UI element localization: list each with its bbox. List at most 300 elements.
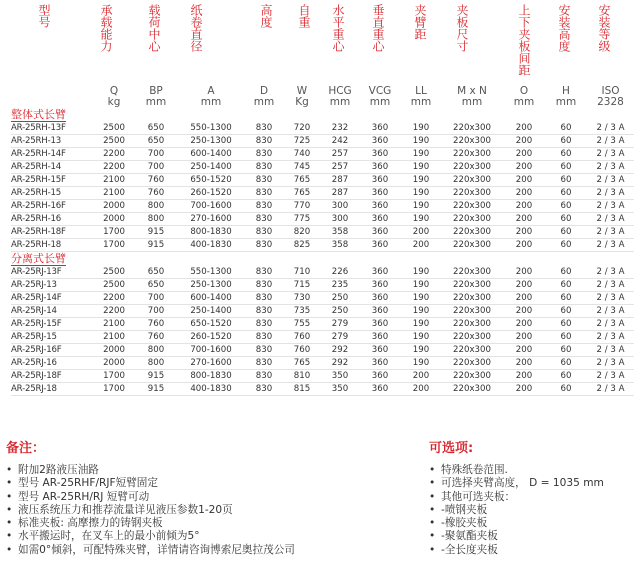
table-cell: 260-1520 (177, 331, 245, 344)
column-symbol: M x N (457, 85, 487, 97)
table-cell: 360 (359, 187, 401, 200)
table-cell: 60 (545, 174, 587, 187)
table-cell: 220x300 (441, 226, 503, 239)
table-cell: 257 (321, 161, 359, 174)
column-label: 高度 (259, 4, 273, 28)
bullet-icon: • (429, 530, 436, 543)
table-cell: 190 (401, 122, 441, 135)
table-cell: 60 (545, 213, 587, 226)
table-cell: 190 (401, 357, 441, 370)
table-cell: 200 (503, 200, 545, 213)
table-cell: 2 / 3 A (587, 318, 634, 331)
column-label: 型号 (37, 4, 51, 28)
list-item-text: 可选择夹臂高度， D = 1035 mm (441, 477, 604, 490)
table-cell: 1700 (93, 383, 135, 396)
table-cell: 360 (359, 200, 401, 213)
table-cell: 242 (321, 135, 359, 148)
table-cell: 2100 (93, 174, 135, 187)
table-cell: 830 (245, 305, 283, 318)
table-cell: 220x300 (441, 331, 503, 344)
list-item (6, 517, 426, 530)
column-label: 载荷中心 (147, 4, 161, 52)
table-cell: 745 (283, 161, 321, 174)
model-cell: AR-25RJ-16F (11, 344, 93, 357)
table-cell: 190 (401, 161, 441, 174)
table-cell: 270-1600 (177, 213, 245, 226)
column-symbol: H (562, 85, 570, 97)
list-item-text: 其他可选夹板： (441, 490, 516, 503)
table-row (11, 383, 634, 396)
column-symbol: D (259, 85, 269, 97)
column-unit: mm (410, 96, 432, 108)
table-cell: 800 (135, 200, 177, 213)
table-cell: 2200 (93, 148, 135, 161)
table-cell: 2100 (93, 331, 135, 344)
table-cell: 220x300 (441, 161, 503, 174)
group-header-row (11, 108, 634, 122)
table-cell: 60 (545, 226, 587, 239)
table-cell: 1700 (93, 226, 135, 239)
list-item (6, 464, 426, 477)
column-unit: mm (369, 96, 391, 108)
column-header (545, 4, 587, 86)
column-header (587, 4, 634, 86)
table-cell: 360 (359, 122, 401, 135)
table-row (11, 279, 634, 292)
table-row (11, 200, 634, 213)
table-cell: 360 (359, 266, 401, 279)
table-cell: 220x300 (441, 239, 503, 252)
table-cell: 200 (401, 383, 441, 396)
table-cell: 725 (283, 135, 321, 148)
table-cell: 358 (321, 226, 359, 239)
list-item-text: -聚氨酯夹板 (441, 530, 498, 543)
table-cell: 220x300 (441, 370, 503, 383)
table-cell: 915 (135, 370, 177, 383)
column-unit (11, 97, 93, 108)
bullet-icon: • (429, 477, 436, 490)
table-cell: 200 (503, 357, 545, 370)
table-cell: 800 (135, 344, 177, 357)
model-cell: AR-25RH-14 (11, 161, 93, 174)
table-cell: 200 (401, 226, 441, 239)
table-cell: 200 (401, 239, 441, 252)
table-cell: 2500 (93, 122, 135, 135)
table-cell: 2 / 3 A (587, 357, 634, 370)
table-cell: 220x300 (441, 200, 503, 213)
list-item-text: -喷钢夹板 (441, 503, 488, 516)
table-cell: 740 (283, 148, 321, 161)
list-item-text: 特殊纸卷范围. (441, 464, 508, 476)
table-cell: 190 (401, 135, 441, 148)
table-cell: 400-1830 (177, 383, 245, 396)
table-cell: 358 (321, 239, 359, 252)
bullet-icon: • (6, 517, 13, 530)
table-cell: 200 (503, 213, 545, 226)
group-header-row (11, 252, 634, 267)
group-header-cell (11, 108, 634, 122)
table-cell: 650-1520 (177, 318, 245, 331)
table-cell: 200 (503, 344, 545, 357)
model-cell: AR-25RJ-13 (11, 279, 93, 292)
table-cell: 60 (545, 357, 587, 370)
column-unit: mm (253, 96, 275, 108)
table-cell: 60 (545, 344, 587, 357)
table-cell: 760 (283, 331, 321, 344)
table-cell: 760 (283, 344, 321, 357)
table-cell: 190 (401, 318, 441, 331)
model-cell: AR-25RH-15 (11, 187, 93, 200)
table-cell: 2200 (93, 305, 135, 318)
table-cell: 2 / 3 A (587, 187, 634, 200)
table-cell: 2 / 3 A (587, 213, 634, 226)
table-cell: 200 (503, 305, 545, 318)
table-row (11, 148, 634, 161)
table-cell: 360 (359, 370, 401, 383)
table-cell: 60 (545, 318, 587, 331)
table-cell: 800 (135, 213, 177, 226)
table-row (11, 266, 634, 279)
table-cell: 2 / 3 A (587, 122, 634, 135)
table-cell: 220x300 (441, 148, 503, 161)
bullet-icon: • (6, 464, 13, 476)
table-body (11, 108, 634, 396)
table-cell: 200 (503, 135, 545, 148)
table-cell: 765 (283, 357, 321, 370)
bullet-icon: • (6, 503, 13, 516)
table-cell: 2 / 3 A (587, 174, 634, 187)
column-unit: mm (145, 96, 167, 108)
unit-row (11, 97, 634, 108)
bullet-icon: • (6, 477, 13, 490)
table-cell: 60 (545, 122, 587, 135)
table-cell: 257 (321, 148, 359, 161)
table-cell: 2000 (93, 357, 135, 370)
table-row (11, 357, 634, 370)
model-cell: AR-25RJ-14F (11, 292, 93, 305)
column-header (503, 4, 545, 86)
table-cell: 200 (503, 383, 545, 396)
table-cell: 287 (321, 187, 359, 200)
bullet-icon: • (6, 490, 13, 503)
table-cell: 220x300 (441, 135, 503, 148)
table-cell: 915 (135, 239, 177, 252)
table-cell: 830 (245, 266, 283, 279)
table-cell: 650 (135, 279, 177, 292)
table-cell: 2000 (93, 213, 135, 226)
table-cell: 250 (321, 292, 359, 305)
table-cell: 810 (283, 370, 321, 383)
table-cell: 292 (321, 357, 359, 370)
column-header (93, 4, 135, 86)
table-row (11, 344, 634, 357)
table-cell: 190 (401, 305, 441, 318)
table-cell: 360 (359, 383, 401, 396)
column-symbol: LL (415, 85, 427, 97)
list-item-text: 水平搬运时，在叉车上的最小前倾为5° (18, 530, 200, 543)
table-cell: 830 (245, 279, 283, 292)
notes-title: 备注： (6, 441, 46, 456)
list-item-text: 型号 AR-25RHF/RJF短臂固定 (18, 477, 158, 490)
notes-list (6, 464, 426, 557)
list-item (6, 530, 426, 543)
table-cell: 292 (321, 344, 359, 357)
table-cell: 2000 (93, 344, 135, 357)
column-header (11, 4, 93, 86)
table-cell: 830 (245, 318, 283, 331)
table-cell: 830 (245, 344, 283, 357)
table-row (11, 331, 634, 344)
table-cell: 250-1400 (177, 161, 245, 174)
table-cell: 60 (545, 279, 587, 292)
column-unit: Kg (295, 96, 309, 108)
table-cell: 190 (401, 331, 441, 344)
table-cell: 2 / 3 A (587, 331, 634, 344)
table-cell: 2100 (93, 187, 135, 200)
table-cell: 650 (135, 266, 177, 279)
table-cell: 2 / 3 A (587, 305, 634, 318)
column-header (441, 4, 503, 86)
model-cell: AR-25RH-18F (11, 226, 93, 239)
table-cell: 360 (359, 357, 401, 370)
table-cell: 360 (359, 279, 401, 292)
table-cell: 2 / 3 A (587, 239, 634, 252)
table-cell: 550-1300 (177, 266, 245, 279)
table-cell: 770 (283, 200, 321, 213)
column-header (283, 4, 321, 86)
table-cell: 60 (545, 266, 587, 279)
model-cell: AR-25RJ-13F (11, 266, 93, 279)
bullet-icon: • (429, 490, 436, 503)
notes-section (6, 440, 426, 557)
list-item (429, 477, 639, 490)
table-cell: 220x300 (441, 174, 503, 187)
bullet-icon: • (6, 530, 13, 543)
bullet-icon: • (429, 543, 436, 556)
bullet-icon: • (6, 543, 13, 556)
table-cell: 915 (135, 226, 177, 239)
table-cell: 720 (283, 122, 321, 135)
column-unit: mm (329, 96, 351, 108)
model-cell: AR-25RH-13F (11, 122, 93, 135)
table-cell: 775 (283, 213, 321, 226)
table-cell: 220x300 (441, 344, 503, 357)
table-cell: 220x300 (441, 187, 503, 200)
symbol-row (11, 86, 634, 97)
table-cell: 700 (135, 161, 177, 174)
table-cell: 600-1400 (177, 148, 245, 161)
table-cell: 360 (359, 148, 401, 161)
column-label: 夹臂距 (413, 4, 427, 40)
table-cell: 279 (321, 331, 359, 344)
table-cell: 235 (321, 279, 359, 292)
list-item-text: 如需0°倾斜，可配特殊夹臂，详情请咨询博索尼奥拉茂公司 (18, 543, 295, 556)
table-cell: 830 (245, 135, 283, 148)
table-cell: 735 (283, 305, 321, 318)
table-cell: 60 (545, 187, 587, 200)
table-cell: 220x300 (441, 292, 503, 305)
table-cell: 190 (401, 292, 441, 305)
column-symbol: A (207, 85, 215, 97)
column-unit: mm (513, 96, 535, 108)
list-item-text: 标准夹板: 高摩擦力的铸钢夹板 (18, 517, 163, 530)
table-cell: 2200 (93, 161, 135, 174)
column-header (135, 4, 177, 86)
table-cell: 200 (503, 226, 545, 239)
table-cell: 300 (321, 200, 359, 213)
table-cell: 710 (283, 266, 321, 279)
table-cell: 60 (545, 370, 587, 383)
table-cell: 220x300 (441, 122, 503, 135)
table-cell: 760 (135, 174, 177, 187)
column-label: 自重 (297, 4, 311, 28)
table-cell: 2 / 3 A (587, 266, 634, 279)
bullet-icon: • (429, 517, 436, 530)
table-cell: 2 / 3 A (587, 279, 634, 292)
list-item-text: 液压系统压力和推荐流量详见液压参数1-20页 (18, 503, 233, 516)
column-label: 承载能力 (99, 4, 113, 52)
options-title: 可选项: (429, 441, 474, 456)
table-cell: 760 (135, 331, 177, 344)
table-cell: 830 (245, 292, 283, 305)
table-cell: 287 (321, 174, 359, 187)
table-cell: 279 (321, 318, 359, 331)
table-cell: 250-1300 (177, 279, 245, 292)
table-cell: 830 (245, 161, 283, 174)
table-cell: 2 / 3 A (587, 135, 634, 148)
column-label: 垂直重心 (371, 4, 385, 52)
column-label: 水平重心 (331, 4, 345, 52)
list-item-text: 型号 AR-25RH/RJ 短臂可动 (18, 490, 150, 503)
table-cell: 360 (359, 213, 401, 226)
table-cell: 2100 (93, 318, 135, 331)
table-cell: 360 (359, 135, 401, 148)
table-cell: 360 (359, 174, 401, 187)
spec-table (11, 4, 634, 396)
column-symbol: ISO (601, 85, 620, 97)
table-cell: 190 (401, 279, 441, 292)
table-cell: 200 (503, 161, 545, 174)
table-cell: 220x300 (441, 279, 503, 292)
table-cell: 700 (135, 292, 177, 305)
column-symbol: HCG (328, 85, 352, 97)
table-cell: 2000 (93, 200, 135, 213)
table-cell: 2 / 3 A (587, 200, 634, 213)
table-cell: 650-1520 (177, 174, 245, 187)
table-cell: 200 (503, 318, 545, 331)
table-cell: 200 (503, 187, 545, 200)
list-item-text: -全长度夹板 (441, 543, 498, 556)
table-cell: 190 (401, 148, 441, 161)
table-row (11, 187, 634, 200)
model-cell: AR-25RH-16F (11, 200, 93, 213)
column-label: 夹板尺寸 (455, 4, 469, 52)
model-cell: AR-25RH-13 (11, 135, 93, 148)
table-cell: 200 (503, 331, 545, 344)
table-cell: 2 / 3 A (587, 148, 634, 161)
column-header (177, 4, 245, 86)
table-cell: 2 / 3 A (587, 383, 634, 396)
table-cell: 825 (283, 239, 321, 252)
table-cell: 60 (545, 305, 587, 318)
table-cell: 350 (321, 383, 359, 396)
column-label: 上下夹板间距 (517, 4, 531, 76)
table-row (11, 318, 634, 331)
model-cell: AR-25RH-15F (11, 174, 93, 187)
table-cell: 1700 (93, 370, 135, 383)
table-cell: 60 (545, 383, 587, 396)
table-cell: 830 (245, 174, 283, 187)
list-item (429, 464, 639, 477)
table-cell: 700-1600 (177, 344, 245, 357)
table-cell: 755 (283, 318, 321, 331)
list-item (6, 504, 426, 517)
model-cell: AR-25RJ-15 (11, 331, 93, 344)
table-cell: 830 (245, 187, 283, 200)
column-symbol: Q (109, 85, 119, 97)
table-cell: 820 (283, 226, 321, 239)
column-header (359, 4, 401, 86)
column-label: 安装高度 (557, 4, 571, 52)
column-header (245, 4, 283, 86)
table-cell: 730 (283, 292, 321, 305)
table-cell: 2500 (93, 279, 135, 292)
table-row (11, 161, 634, 174)
table-cell: 232 (321, 122, 359, 135)
table-row (11, 122, 634, 135)
model-cell: AR-25RJ-15F (11, 318, 93, 331)
table-cell: 830 (245, 148, 283, 161)
table-cell: 650 (135, 122, 177, 135)
table-cell: 2200 (93, 292, 135, 305)
table-cell: 830 (245, 122, 283, 135)
table-cell: 550-1300 (177, 122, 245, 135)
table-cell: 360 (359, 161, 401, 174)
table-cell: 190 (401, 187, 441, 200)
table-cell: 200 (503, 370, 545, 383)
model-cell: AR-25RH-16 (11, 213, 93, 226)
options-section (429, 440, 639, 557)
table-cell: 800 (135, 357, 177, 370)
table-cell: 200 (503, 279, 545, 292)
table-cell: 715 (283, 279, 321, 292)
column-label: 纸卷直径 (189, 4, 203, 52)
model-cell: AR-25RH-18 (11, 239, 93, 252)
table-cell: 220x300 (441, 266, 503, 279)
table-cell: 1700 (93, 239, 135, 252)
table-cell: 250-1400 (177, 305, 245, 318)
list-item-text: 附加2路液压油路 (18, 464, 99, 476)
group-title: 整体式长臂 (11, 108, 66, 121)
column-symbol: VCG (368, 85, 392, 97)
column-header (321, 4, 359, 86)
table-cell: 190 (401, 174, 441, 187)
column-unit: mm (200, 96, 222, 108)
table-cell: 360 (359, 239, 401, 252)
table-row (11, 135, 634, 148)
table-row (11, 370, 634, 383)
table-cell: 830 (245, 357, 283, 370)
column-header (401, 4, 441, 86)
table-cell: 190 (401, 213, 441, 226)
table-cell: 190 (401, 266, 441, 279)
table-cell: 700 (135, 305, 177, 318)
table-cell: 190 (401, 344, 441, 357)
table-cell: 60 (545, 239, 587, 252)
group-header-cell (11, 252, 634, 267)
table-cell: 360 (359, 292, 401, 305)
list-item (6, 477, 426, 490)
